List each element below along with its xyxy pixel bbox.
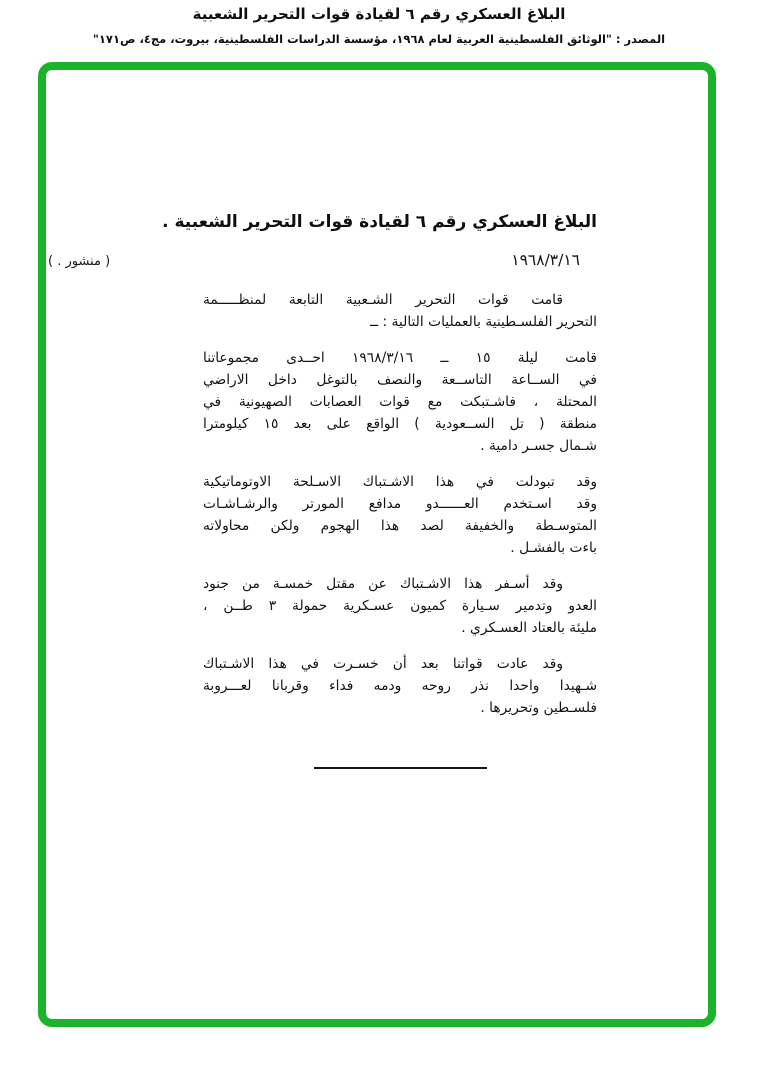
document-line: قامت قوات التحرير الشـعبية التابعة لمنظـــــمة <box>203 292 563 308</box>
document-line: في الســاعة التاســعة والنصف بالتوغل داخل الاراضي <box>203 372 597 388</box>
document-line: وقد اسـتخدم العــــــدو مدافع المورتر والرشـاشـات <box>203 496 597 512</box>
document-line: وقد عادت قواتنا بعد أن خسـرت في هذا الاشـتباك <box>203 656 563 672</box>
paragraph <box>203 471 597 559</box>
document-line: التحرير الفلسـطينية بالعمليات التالية : ــ <box>370 314 597 330</box>
paragraph <box>203 289 597 333</box>
document-date: ١٩٦٨/٣/١٦ <box>511 251 580 269</box>
document-line: مليئة بالعتاد العسـكري . <box>461 620 597 636</box>
page-header-source: المصدر : "الوثائق الفلسطينية العربية لعام ١٩٦٨، مؤسسة الدراسات الفلسطينية، بيروت، مج٤، ص١٧١" <box>92 32 666 46</box>
document-line: باءت بالفشـل . <box>510 540 597 556</box>
document-line: فلسـطين وتحريرها . <box>480 700 597 716</box>
document-divider-line <box>314 767 487 769</box>
paragraph <box>203 573 597 639</box>
document-line: منطقة ( تل الســعودية ) الواقع على بعد ١٥ كيلومترا <box>203 416 597 432</box>
document-line: شـمال جسـر دامية . <box>480 438 597 454</box>
document-line: العدو وتدمير سـيارة كميون عسـكرية حمولة ٣ طــن ، <box>203 598 598 614</box>
document-line: شـهيدا واحدا نذر روحه ودمه فداء وقربانا لعـــروبة <box>203 678 597 694</box>
document-body <box>203 289 597 733</box>
document-title: البلاغ العسكري رقم ٦ لقيادة قوات التحرير الشعبية . <box>162 212 597 232</box>
document-line: المحتلة ، فاشـتبكت مع قوات العصابات الصهيونية في <box>203 394 597 410</box>
document-margin-note: ( منشور . ) <box>48 254 111 269</box>
document-line: قامت ليلة ١٥ ــ ١٩٦٨/٣/١٦ احــدى مجموعاتنا <box>203 350 598 366</box>
document-line: وقد تبودلت في هذا الاشـتباك الاسـلحة الاوتوماتيكية <box>203 474 597 490</box>
paragraph <box>203 653 597 719</box>
document-line: وقد أسـفر هذا الاشـتباك عن مقتل خمسـة من جنود <box>203 576 563 592</box>
document-line: المتوسـطة والخفيفة لصد هذا الهجوم ولكن محاولاته <box>203 518 597 534</box>
page-header-title: البلاغ العسكري رقم ٦ لقيادة قوات التحرير الشعبية <box>192 5 566 23</box>
paragraph <box>203 347 597 457</box>
